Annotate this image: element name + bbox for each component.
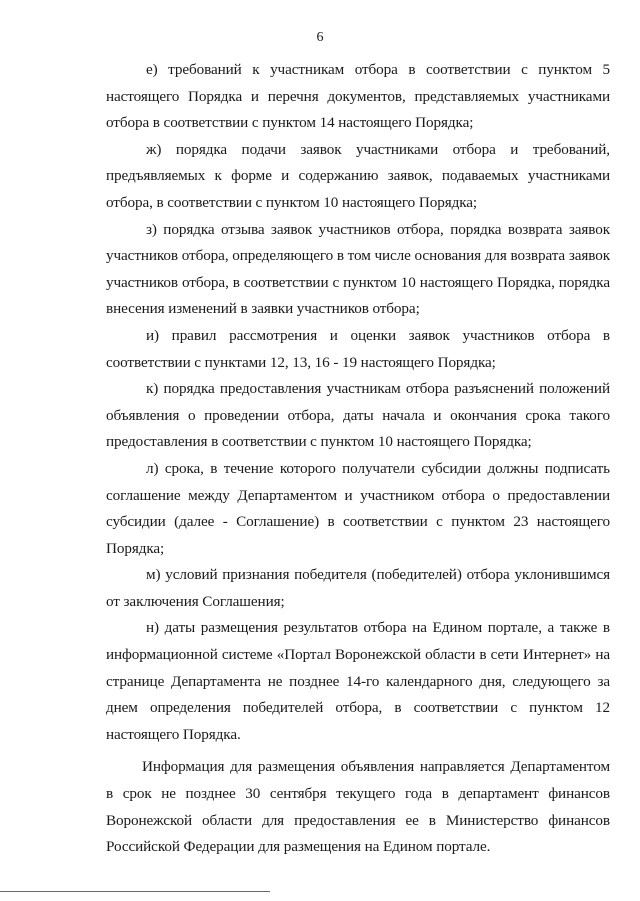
list-item-m: м) условий признания победителя (победителей) отбора уклонившимся от заключения Соглашения; [106,566,610,610]
list-item-zh: ж) порядка подачи заявок участниками отбора и требований, предъявляемых к форме и содержанию заявок, подаваемых участниками отбора, в соответствии с пунктом 10 настоящего Порядка; [106,140,610,211]
footer-divider [0,891,270,892]
list-item-e: е) требований к участникам отбора в соответствии с пунктом 5 настоящего Порядка и перечня документов, представляемых участниками отбора в соответствии с пунктом 14 настоящего Порядка; [106,61,610,132]
page-number: 6 [316,30,324,45]
list-item-l: л) срока, в течение которого получатели субсидии должны подписать соглашение между Департаментом и участником отбора о предоставлении субсидии (далее - Соглашение) в соответствии с пунктом 23 настоящего Порядка; [106,459,610,557]
list-item-i: и) правил рассмотрения и оценки заявок участников отбора в соответствии с пунктами 12, 13, 16 - 19 настоящего Порядка; [106,326,610,371]
list-item-k: к) порядка предоставления участникам отбора разъяснений положений объявления о проведении отбора, даты начала и окончания срока такого предоставления в соответствии с пунктом 10 настоящего Порядка; [106,380,610,451]
list-item-n: н) даты размещения результатов отбора на Едином портале, а также в информационной системе «Портал Воронежской области в сети Интернет» на странице Департамента не позднее 14-го календарного дня, следующего за днем определения победителей отбора, в соответствии с пунктом 12 настоящего Порядка. [106,619,610,743]
document-body [106,57,610,861]
list-item-z: з) порядка отзыва заявок участников отбора, порядка возврата заявок участников отбора, определяющего в том числе основания для возврата заявок участников отбора, в соответствии с пунктом 10 настоящего Порядка, порядка внесения изменений в заявки участников отбора; [106,220,610,318]
info-paragraph: Информация для размещения объявления направляется Департаментом в срок не позднее 30 сентября текущего года в департамент финансов Воронежской области для предоставления ее в Министерство финансов Российской Федерации для размещения на Едином портале. [106,758,610,856]
